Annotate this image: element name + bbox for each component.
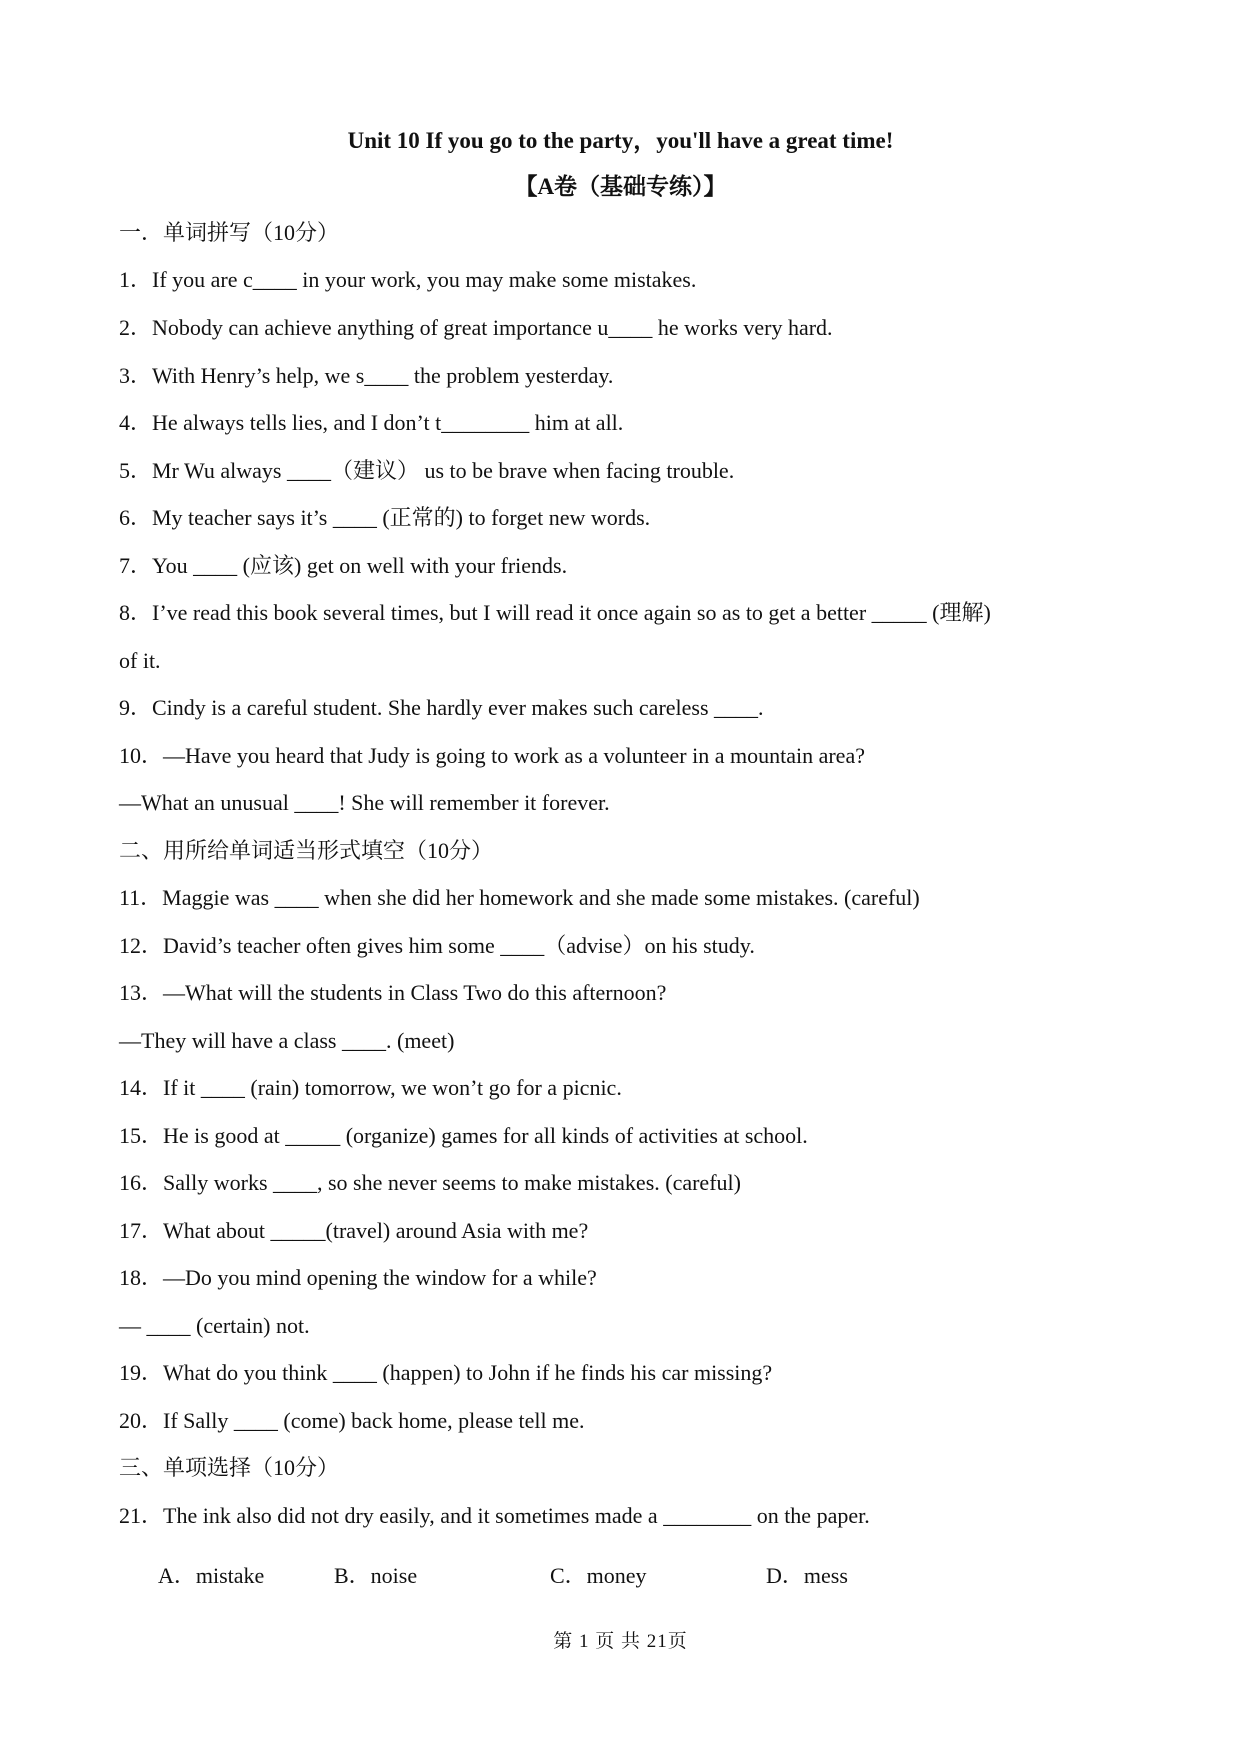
question-line: 20．If Sally ____ (come) back home, please tell me.	[119, 1408, 585, 1433]
question-line: 6．My teacher says it’s ____ (正常的) to forget new words.	[119, 505, 651, 530]
question-line: 21．The ink also did not dry easily, and it sometimes made a ________ on the paper.	[119, 1503, 870, 1528]
section-heading: 三、单项选择（10分）	[119, 1455, 340, 1480]
question-line: 10．—Have you heard that Judy is going to work as a volunteer in a mountain area?	[119, 743, 865, 768]
section-heading: 一．单词拼写（10分）	[119, 220, 340, 245]
page-footer: 第 1 页 共 21页	[553, 1631, 688, 1652]
question-line: 14．If it ____ (rain) tomorrow, we won’t go for a picnic.	[119, 1075, 622, 1100]
question-continuation: of it.	[119, 648, 161, 673]
question-line: 4．He always tells lies, and I don’t t________ him at all.	[119, 410, 624, 435]
question-line: 11．Maggie was ____ when she did her homework and she made some mistakes. (careful)	[119, 885, 920, 910]
question-line: 1．If you are c____ in your work, you may make some mistakes.	[119, 267, 697, 292]
question-line: 13．—What will the students in Class Two do this afternoon?	[119, 980, 667, 1005]
question-line: 18．—Do you mind opening the window for a while?	[119, 1265, 597, 1290]
question-line: 7．You ____ (应该) get on well with your friends.	[119, 553, 568, 578]
section-heading: 二、用所给单词适当形式填空（10分）	[119, 838, 494, 863]
question-line: 15．He is good at _____ (organize) games for all kinds of activities at school.	[119, 1123, 808, 1148]
option-b: B．noise	[334, 1563, 418, 1588]
question-line: 3．With Henry’s help, we s____ the problem yesterday.	[119, 363, 614, 388]
question-line: 2．Nobody can achieve anything of great importance u____ he works very hard.	[119, 315, 833, 340]
question-line: 17．What about _____(travel) around Asia with me?	[119, 1218, 589, 1243]
question-continuation: —They will have a class ____. (meet)	[119, 1028, 455, 1053]
question-line: 16．Sally works ____, so she never seems to make mistakes. (careful)	[119, 1170, 741, 1195]
question-line: 8．I’ve read this book several times, but I will read it once again so as to get a better _____ (理解)	[119, 600, 991, 625]
question-line: 5．Mr Wu always ____（建议） us to be brave when facing trouble.	[119, 458, 735, 483]
option-d: D．mess	[766, 1563, 848, 1588]
question-line: 19．What do you think ____ (happen) to John if he finds his car missing?	[119, 1360, 773, 1385]
document-title: Unit 10 If you go to the party，you'll have a great time!	[347, 128, 894, 153]
question-continuation: —What an unusual ____! She will remember it forever.	[119, 790, 610, 815]
question-continuation: — ____ (certain) not.	[119, 1313, 310, 1338]
question-line: 12．David’s teacher often gives him some ____（advise）on his study.	[119, 933, 755, 958]
option-c: C．money	[550, 1563, 647, 1588]
option-a: A．mistake	[158, 1563, 265, 1588]
document-subtitle: 【A卷（基础专练）】	[514, 174, 727, 199]
question-line: 9．Cindy is a careful student. She hardly ever makes such careless ____.	[119, 695, 764, 720]
